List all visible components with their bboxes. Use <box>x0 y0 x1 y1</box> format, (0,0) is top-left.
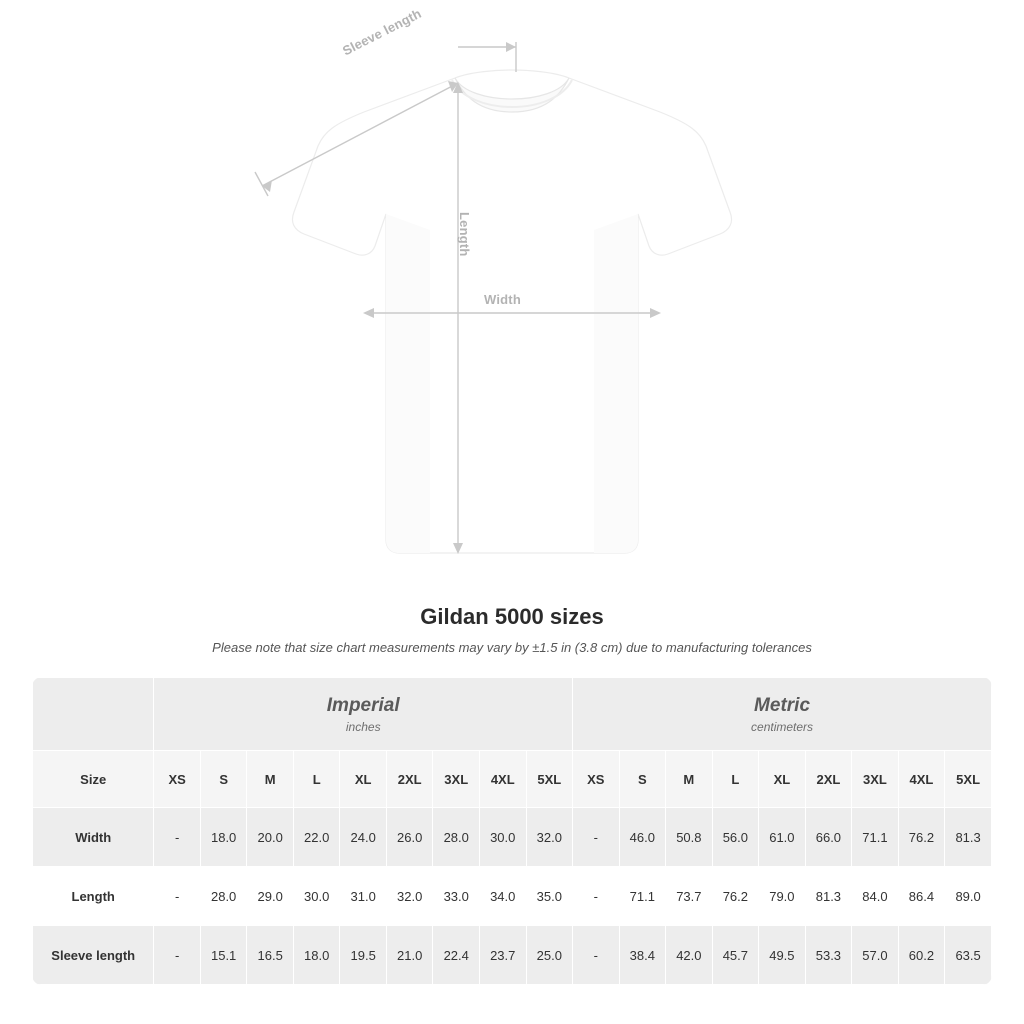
cell-length-imperial-l: 30.0 <box>293 867 340 926</box>
cell-sleeve-imperial-l: 18.0 <box>293 926 340 985</box>
cell-sleeve-metric-5xl: 63.5 <box>945 926 992 985</box>
row-label-width: Width <box>33 808 154 867</box>
cell-width-imperial-m: 20.0 <box>247 808 294 867</box>
cell-length-metric-xs: - <box>573 867 620 926</box>
corner-cell <box>33 678 154 751</box>
cell-length-metric-m: 73.7 <box>666 867 713 926</box>
cell-sleeve-metric-3xl: 57.0 <box>852 926 899 985</box>
cell-length-metric-4xl: 86.4 <box>898 867 945 926</box>
unit-group-metric-name: Metric <box>754 695 811 717</box>
size-header-imperial-2xl: 2XL <box>386 751 433 808</box>
page-title: Gildan 5000 sizes <box>420 604 604 629</box>
cell-sleeve-metric-4xl: 60.2 <box>898 926 945 985</box>
size-header-imperial-l: L <box>293 751 340 808</box>
cell-sleeve-metric-m: 42.0 <box>666 926 713 985</box>
cell-length-metric-xl: 79.0 <box>759 867 806 926</box>
table-row <box>33 926 992 985</box>
unit-group-imperial <box>154 678 573 751</box>
size-header-metric-5xl: 5XL <box>945 751 992 808</box>
size-header-metric-2xl: 2XL <box>805 751 852 808</box>
cell-length-imperial-m: 29.0 <box>247 867 294 926</box>
cell-sleeve-imperial-3xl: 22.4 <box>433 926 480 985</box>
cell-length-metric-2xl: 81.3 <box>805 867 852 926</box>
size-header-imperial-3xl: 3XL <box>433 751 480 808</box>
size-header-metric-l: L <box>712 751 759 808</box>
width-label: Width <box>484 292 521 307</box>
unit-group-metric <box>573 678 992 751</box>
cell-length-metric-5xl: 89.0 <box>945 867 992 926</box>
cell-sleeve-imperial-5xl: 25.0 <box>526 926 573 985</box>
tolerance-note: Please note that size chart measurements may vary by ±1.5 in (3.8 cm) due to manufacturing tolerances <box>212 640 812 655</box>
size-header-metric-4xl: 4XL <box>898 751 945 808</box>
size-header-metric-s: S <box>619 751 666 808</box>
size-header-label: Size <box>33 751 154 808</box>
size-header-imperial-s: S <box>200 751 247 808</box>
cell-length-imperial-2xl: 32.0 <box>386 867 433 926</box>
cell-width-metric-s: 46.0 <box>619 808 666 867</box>
cell-sleeve-metric-2xl: 53.3 <box>805 926 852 985</box>
cell-width-imperial-2xl: 26.0 <box>386 808 433 867</box>
cell-width-metric-xl: 61.0 <box>759 808 806 867</box>
length-label: Length <box>457 212 472 257</box>
cell-sleeve-imperial-xl: 19.5 <box>340 926 387 985</box>
cell-length-imperial-5xl: 35.0 <box>526 867 573 926</box>
unit-group-imperial-sub: inches <box>345 719 381 734</box>
size-header-row <box>33 751 992 808</box>
size-table <box>32 677 992 985</box>
size-header-imperial-xl: XL <box>340 751 387 808</box>
cell-width-metric-5xl: 81.3 <box>945 808 992 867</box>
cell-length-imperial-4xl: 34.0 <box>479 867 526 926</box>
cell-width-metric-4xl: 76.2 <box>898 808 945 867</box>
unit-group-imperial-name: Imperial <box>326 695 400 717</box>
size-header-imperial-5xl: 5XL <box>526 751 573 808</box>
cell-sleeve-metric-xs: - <box>573 926 620 985</box>
tshirt-shape <box>292 70 731 553</box>
cell-width-metric-3xl: 71.1 <box>852 808 899 867</box>
cell-length-imperial-xl: 31.0 <box>340 867 387 926</box>
cell-sleeve-metric-l: 45.7 <box>712 926 759 985</box>
cell-length-imperial-3xl: 33.0 <box>433 867 480 926</box>
size-header-metric-xs: XS <box>573 751 620 808</box>
cell-width-metric-xs: - <box>573 808 620 867</box>
unit-group-metric-sub: centimeters <box>751 719 814 734</box>
cell-width-imperial-xs: - <box>154 808 201 867</box>
cell-sleeve-imperial-xs: - <box>154 926 201 985</box>
size-header-metric-3xl: 3XL <box>852 751 899 808</box>
cell-width-metric-l: 56.0 <box>712 808 759 867</box>
size-table-wrapper <box>32 677 992 985</box>
cell-sleeve-metric-s: 38.4 <box>619 926 666 985</box>
cell-length-metric-l: 76.2 <box>712 867 759 926</box>
cell-length-imperial-xs: - <box>154 867 201 926</box>
cell-width-imperial-l: 22.0 <box>293 808 340 867</box>
cell-width-imperial-xl: 24.0 <box>340 808 387 867</box>
cell-length-metric-3xl: 84.0 <box>852 867 899 926</box>
size-header-imperial-4xl: 4XL <box>479 751 526 808</box>
cell-sleeve-imperial-4xl: 23.7 <box>479 926 526 985</box>
size-header-imperial-m: M <box>247 751 294 808</box>
cell-sleeve-imperial-2xl: 21.0 <box>386 926 433 985</box>
cell-length-imperial-s: 28.0 <box>200 867 247 926</box>
size-header-imperial-xs: XS <box>154 751 201 808</box>
cell-width-metric-m: 50.8 <box>666 808 713 867</box>
cell-length-metric-s: 71.1 <box>619 867 666 926</box>
row-label-sleeve-length: Sleeve length <box>33 926 154 985</box>
size-header-metric-m: M <box>666 751 713 808</box>
sleeve-length-label: Sleeve length <box>340 5 424 59</box>
cell-width-imperial-3xl: 28.0 <box>433 808 480 867</box>
cell-width-imperial-4xl: 30.0 <box>479 808 526 867</box>
table-row <box>33 808 992 867</box>
cell-width-imperial-s: 18.0 <box>200 808 247 867</box>
row-label-length: Length <box>33 867 154 926</box>
size-header-metric-xl: XL <box>759 751 806 808</box>
cell-sleeve-imperial-m: 16.5 <box>247 926 294 985</box>
table-row <box>33 867 992 926</box>
title-block <box>0 604 1024 655</box>
cell-width-imperial-5xl: 32.0 <box>526 808 573 867</box>
cell-sleeve-imperial-s: 15.1 <box>200 926 247 985</box>
cell-width-metric-2xl: 66.0 <box>805 808 852 867</box>
unit-header-row <box>33 678 992 751</box>
cell-sleeve-metric-xl: 49.5 <box>759 926 806 985</box>
